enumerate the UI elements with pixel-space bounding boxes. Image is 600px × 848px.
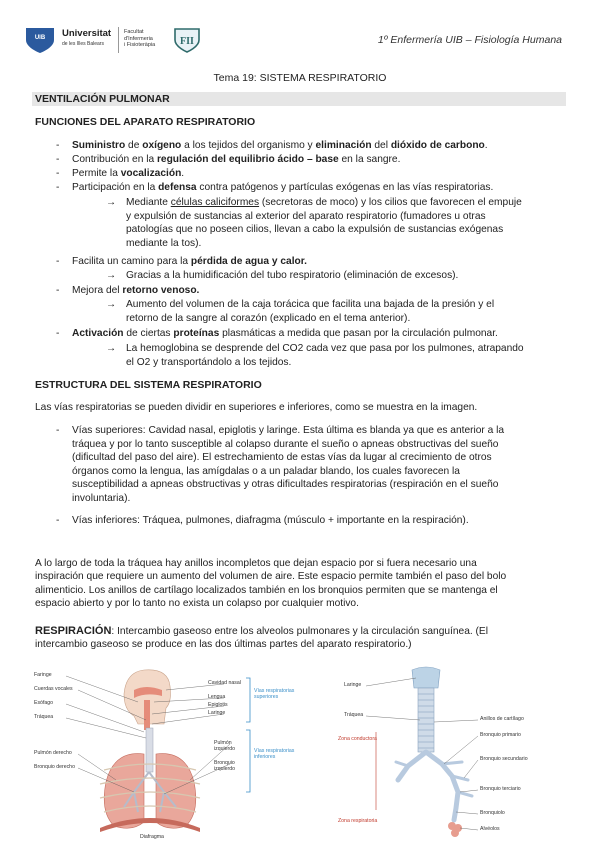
- figure-respiratory-system: [34, 662, 314, 842]
- label-vias-inferiores: Vías respiratorias inferiores: [254, 748, 295, 760]
- section-heading: FUNCIONES DEL APARATO RESPIRATORIO: [35, 116, 256, 128]
- label-anillos: Anillos de cartílago: [480, 716, 524, 722]
- figure-airway-tree: [336, 662, 566, 842]
- label-bronquio-secundario: Bronquio secundario: [480, 756, 528, 762]
- label-zona-conductora: Zona conductora: [338, 736, 377, 742]
- label-bronquio-primario: Bronquio primario: [480, 732, 521, 738]
- label-pulmon-derecho: Pulmón derecho: [34, 750, 72, 756]
- label-bronquiolo: Bronquiolo: [480, 810, 505, 816]
- label-cavidad-nasal: Cavidad nasal: [208, 680, 241, 686]
- section-bar: [32, 92, 566, 106]
- intro-text: Las vías respiratorias se pueden dividir en superiores e inferiores, como se muestra en la imagen.: [35, 402, 478, 413]
- uib-name: Universitat: [62, 28, 112, 39]
- label-traquea-2: Tráquea: [344, 712, 364, 718]
- label-esofago: Esófago: [34, 700, 54, 706]
- uib-logo: [24, 26, 56, 58]
- label-pulmon-izquierdo: Pulmón izquierdo: [214, 740, 236, 752]
- paragraph: A lo largo de toda la tráquea hay anillos incompletos que dejan espacio por si fuera necesario una inspiración que requiere un aumento del volumen de aire. Este espacio permite también el paso del bolo alimenticio. Los anillos de cartílago localizados también en los bronquios permiten que se mantenga el espacio abierto y por lo tanto no exista un colapso por cualquier motivo.: [35, 558, 507, 610]
- header-divider: [118, 27, 119, 53]
- faculty-logo: [172, 26, 202, 58]
- faculty-line: Facultat: [124, 29, 144, 35]
- label-laringe-2: Laringe: [344, 682, 362, 688]
- label-traquea: Tráquea: [34, 714, 54, 720]
- faculty-name: [124, 29, 155, 49]
- course-title: 1º Enfermería UIB – Fisiología Humana: [377, 34, 562, 46]
- uib-subtitle: de les Illes Balears: [62, 41, 104, 47]
- faculty-line: d'Infermeria: [124, 35, 153, 42]
- section-bar-title: VENTILACIÓN PULMONAR: [35, 93, 170, 105]
- sub-item-text: y expulsión de sustancias al exterior del aparato respiratorio (fumadores u otras patologías que no poseen cilios, llevan a cabo la expulsión de sustancias exógenas mediante la tos).: [126, 211, 504, 249]
- label-bronquio-terciario: Bronquio terciario: [480, 786, 521, 792]
- section-heading: ESTRUCTURA DEL SISTEMA RESPIRATORIO: [35, 379, 262, 391]
- label-alveolos: Alvéolos: [480, 826, 500, 832]
- svg-text:FII: FII: [180, 36, 194, 47]
- page-title: Tema 19: SISTEMA RESPIRATORIO: [213, 72, 387, 84]
- svg-text:UIB: UIB: [34, 35, 46, 41]
- label-diafragma: Diafragma: [140, 834, 164, 840]
- sub-item-text: retorno de la sangre al corazón (explicado en el tema anterior).: [126, 313, 411, 324]
- label-epiglotis: Epiglotis: [208, 702, 228, 708]
- label-cuerdas-vocales: Cuerdas vocales: [34, 686, 73, 692]
- label-zona-respiratoria: Zona respiratoria: [338, 818, 378, 824]
- label-bronquio-izquierdo: Bronquio izquierdo: [214, 760, 236, 772]
- faculty-line: i Fisioteràpia: [124, 42, 156, 49]
- label-vias-superiores: Vías respiratorias superiores: [254, 688, 295, 700]
- list-item-text: tráquea y por lo tanto susceptible al colapso durante el sueño o apneas obstructivas del sueño (dificultad del paso del aire). El estrechamiento de estas vías da lugar al crecimiento de otros órganos como la lengua, las amígdalas o a un paladar blando, los cuales favorecen la susceptibilidad a apneas obstructivas y otras dificultades respiratorias (respiración en el sueño involuntaria).: [72, 439, 499, 504]
- label-bronquio-derecho: Bronquio derecho: [34, 764, 75, 770]
- label-faringe: Faringe: [34, 672, 52, 678]
- label-lengua: Lengua: [208, 694, 226, 700]
- respiracion-paragraph: RESPIRACIÓN: Intercambio gaseoso entre los alveolos pulmonares y la circulación sanguínea. (El intercambio gaseoso se produce en las dos últimas partes del aparato respiratorio.): [35, 625, 488, 651]
- label-laringe: Laringe: [208, 710, 226, 716]
- sub-item-text: el O2 y transportándolo a los tejidos.: [126, 357, 292, 368]
